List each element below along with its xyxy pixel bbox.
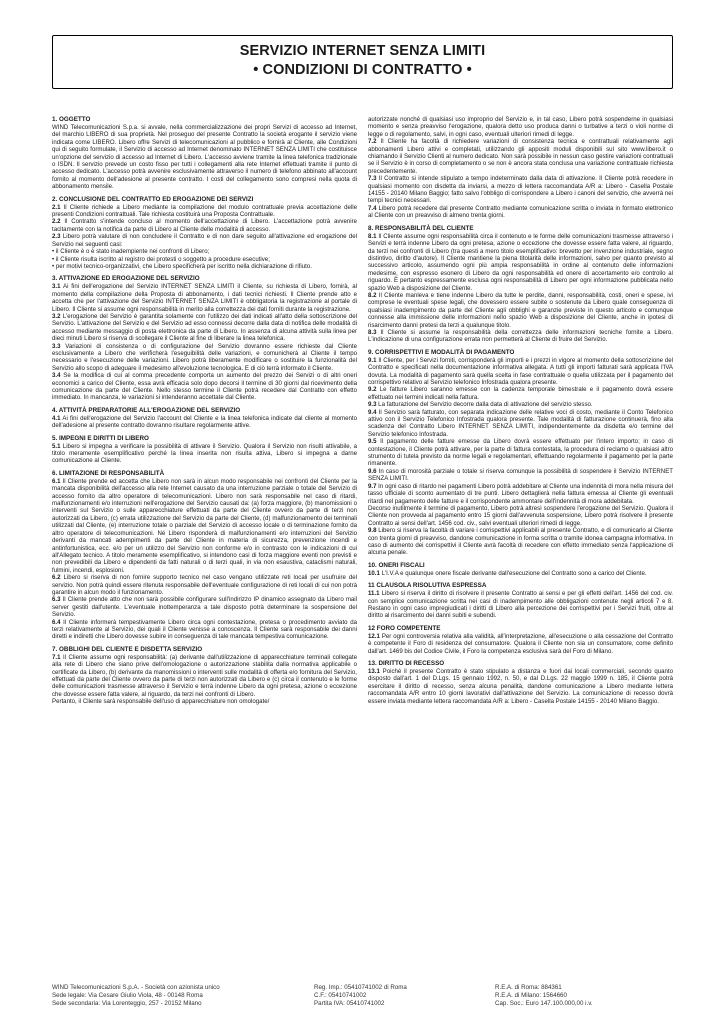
footer-company-line: Sede secondaria: Via Lorenteggio, 257 - 20152 Milano xyxy=(52,1000,202,1008)
document-title: SERVIZIO INTERNET SENZA LIMITI xyxy=(239,43,486,59)
footer-rea-line: R.E.A. di Milano: 1564660 xyxy=(495,992,567,1000)
contract-section xyxy=(52,470,357,641)
section-paragraph: 6.4 Il Cliente informerà tempestivamente Libero circa ogni contestazione, pretesa o procedimento avviato da terzi relativamente al Servizio, dei quali il Cliente venisse a conoscenza. Il Cliente sarà responsabile dei danni diretti e indiretti che Libero dovesse subire in conseguenza di tale mancata tempestiva comunicazione. xyxy=(52,618,357,641)
section-paragraph: 4.1 Ai fini dell'erogazione del Servizio l'account del Cliente e la linea telefonica indicate dal cliente al momento dell'adesione al presente contratto dovranno risultare regolarmente attive. xyxy=(52,414,357,430)
section-heading: 11 CLAUSOLA RISOLUTIVA ESPRESSA xyxy=(368,582,487,590)
section-paragraph: • il Cliente risulta iscritto al registro dei protesti o soggetto a procedure esecutive; xyxy=(52,255,270,263)
section-heading: 12 FORO COMPETENTE xyxy=(368,624,441,632)
footer-company-line: WIND Telecomunicazioni S.p.A. - Società con azionista unico xyxy=(52,984,220,991)
section-paragraph: 6.1 Il Cliente prende ed accetta che Libero non sarà in alcun modo responsabile nei confronti del Cliente per la mancata disponibilità dell'accesso alla rete Internet causato da una interruzione parziale o totale del Servizio di accesso fornito da altro operatore di telecomunicazioni. Libero non sarà responsabile nel caso di ritardi, malfunzionamenti e/o interruzioni nell'erogazione del Servizio causati da: (a) forza maggiore, (b) manomissioni o interventi sul Servizio o sulle apparecchiature effettuati da parte del Cliente ovvero da parte di terzi non autorizzati da Libero, (c) errata utilizzazione del Servizio da parte del Cliente, (d) malfunzionamento dei terminali utilizzati dal Cliente, (e) interruzione totale o parziale del Servizio di accesso locale o di terminazione fornito da altro operatore di telecomunicazioni. Né Libero risponderà di malfunzionamenti e/o interruzioni del Servizio derivanti da mancati adempimenti da parte del Cliente in materia di sicurezza, prevenzione incendi e antinfortunistica, ecc. e/o per un utilizzo del Servizio non conforme e/o in contrasto con le indicazioni di cui all'Allegato tecnico. A titolo meramente esemplificativo, si intendono casi di forza maggiore eventi non previsti e non prevedibili da Libero e dipendenti da fatti naturali o di terzi quali, in via non esaustiva, cataclismi naturali, fulmini, incendi, esplosioni. xyxy=(52,477,357,574)
section-paragraph: 9.4 Il Servizio sarà fatturato, con separata indicazione delle relative voci di costo, mediante il Conto Telefonico attivo con il Servizio Telefonico Infostrada qualora presente. Tale modalità di fatturazione continuerà, fino alla scadenza del Contratto Libero INTERNET SENZA LIMITI, indipendentemente da disdetta e/o termine del Servizio telefonico Infostrada. xyxy=(368,408,673,438)
contract-section xyxy=(368,116,673,220)
section-paragraph: 9.3 La fatturazione del Servizio decorre dalla data di attivazione del servizio stesso. xyxy=(368,401,593,409)
section-paragraph: 2.1 Il Cliente richiede a Libero mediante la compilazione del modulo contrattuale previa accettazione delle presenti Condizioni contrattuali. Tale richiesta costituirà una Proposta Contrattuale. xyxy=(52,203,357,219)
section-paragraph: 5.1 Libero si impegna a verificare la possibilità di attivare il Servizio. Qualora il Servizio non risulti attivabile, a titolo meramente esemplificativo perché la linea inserita non risulta attiva, Libero si impegna a darne comunicazione al Cliente. xyxy=(52,442,357,465)
section-paragraph: 7.1 Il Cliente assume ogni responsabilità: (a) derivante dall'utilizzazione di apparecchiature terminali collegate alla rete di Libero che siano prive dell'omologazione o autorizzazione stabilita dalla normativa applicabile o certificate da Libero, (b) derivante da manomissioni o interventi sulle modalità di offerta e/o fornitura del Servizio, effettuati da parte del Cliente ovvero da parte di terzi non autorizzati da Libero e (c) circa il contenuto e le forme delle comunicazioni trasmesse attraverso il Servizio e terrà indenne Libero da ogni pretesa, azione o eccezione che dovesse essere fatta valere, al riguardo, da terzi nei confronti di Libero. xyxy=(52,653,357,698)
footer xyxy=(52,984,673,1018)
section-paragraph: 6.3 Il Cliente prende atto che non sarà possibile configurare sull'indirizzo IP dinamico assegnato da Libero mail server gestiti dall'utente. L'eventuale inottemperanza a tale disposto potrà determinare la sospensione del Servizio. xyxy=(52,596,357,619)
section-paragraph: 11.1 Libero si riserva il diritto di risolvere il presente Contratto ai sensi e per gli effetti dell'art. 1456 del cod. civ. con semplice comunicazione scritta nei casi di inadempimento alle obbligazioni contenute negli articoli 7 e 8. Restano in ogni caso impregiudicati i diritti di Libero alla percezione dei corrispettivi per i Servizi fruiti, oltre al diritto al risarcimento dei danni subiti e subendi. xyxy=(368,590,673,620)
section-heading: 1. OGGETTO xyxy=(52,116,91,123)
section-paragraph: 8.2 Il Cliente manleva e tiene indenne Libero da tutte le perdite, danni, responsabilità, costi, oneri e spese, ivi comprese le eventuali spese legali, che dovessero essere subite o sostenute da Libero quale conseguenza di qualsiasi inadempimento da parte del Cliente agli obblighi e garanzie previste in questo articolo e comunque connesse alla immissione delle informazioni nello spazio Web a disposizione del Cliente, anche in ipotesi di risarcimento danni pretesi da terzi a qualunque titolo. xyxy=(368,291,673,329)
section-paragraph: 7.3 Il Contratto si intende stipulato a tempo indeterminato dalla data di attivazione. Il Cliente potrà recedere in qualsiasi momento con disdetta da inviarsi, a mezzo di lettera raccomandata A/R a: Libero - Casella Postale 14155 - 20140 Milano Baggio; fatto salvo l'obbligo di corrispondere a Libero i canoni del servizio, che avverrà nei tempi tecnici necessari. xyxy=(368,175,673,205)
section-heading: 10. ONERI FISCALI xyxy=(368,561,425,569)
footer-rea xyxy=(495,984,593,1009)
footer-company-line: Sede legale: Via Cesare Giulio Viola, 48 - 00148 Roma xyxy=(52,992,203,1000)
section-paragraph: 2.2 Il Contratto s'intende concluso al momento dell'accettazione di Libero. L'accettazione potrà avvenire tacitamente con la notifica da parte di Libero al Cliente delle modalità di accesso. xyxy=(52,218,357,233)
contract-section xyxy=(368,625,673,655)
section-paragraph: WIND Telecomunicazioni S.p.a. si avvale, nella commercializzazione dei propri Servizi di accesso ad Internet, del marchio LIBERO di sua proprietà. Nel proseguo del presente Contratto la società erogante il servizio viene indicata come LIBERO. Libero offre Servizi di telecomunicazioni al pubblico e fornirà al Cliente, alle Condizioni qui di seguito formulate, il Servizio di accesso ad Internet denominato INTERNET SENZA LIMITI che costituisce un'opzione del servizio di accesso ad Internet di Libero. L'accesso avviene tramite la linea telefonica tradizionale o ISDN. Il servizio prevede un costo fisso per tutti i collegamenti alla rete Internet effettuati tramite il punto di accesso dedicato. L'accesso potrà avvenire esclusivamente attraverso il numero di telefono abbinato all'account fornito al momento dell'adesione al presente contratto. I costi del collegamento sono compresi nella quota di abbonamento mensile. xyxy=(52,124,357,191)
section-heading: 4. ATTIVITÀ PREPARATORIE ALL'EROGAZIONE DEL SERVIZIO xyxy=(52,406,241,414)
document-title-box xyxy=(52,35,673,89)
contract-section xyxy=(52,407,357,430)
section-paragraph: 3.2 L'erogazione del Servizio è garantita solamente con l'utilizzo dei dati indicati all'atto della sottoscrizione del Servizio. L'attivazione del Servizio e del Servizio ad esso connessi decorre dalla data di notifica delle modalità di accesso mediante messaggio di posta elettronica da parte di Libero. In assenza di alcuna attività sulla linea per dieci minuti Libero si riserva di scollegare il Cliente al fine di liberare la linea telefonica. xyxy=(52,312,357,343)
footer-registry-line: Partita IVA: 05410741002 xyxy=(314,1000,385,1008)
contract-columns xyxy=(52,116,673,996)
contract-section xyxy=(368,225,673,344)
section-paragraph: 13.1 Poiché il presente Contratto è stato stipulato a distanza e fuori dai locali commerciali, secondo quanto disposto dall'art. 1 del D.Lgs. 15 gennaio 1992, n. 50, e dal D.Lgs. 22 maggio 1999 n. 185, il Cliente potrà esercitare il diritto di recesso, senza alcuna penalità, dandone comunicazione a Libero mediante lettera raccomandata A/R entro 10 giorni lavorativi dall'attivazione del Servizio. La comunicazione di recesso dovrà essere inviata mediante lettera raccomandata A/R a: Libero - Casella Postale 14155 - 20140 Milano Baggio. xyxy=(368,668,673,705)
section-paragraph: 7.2 Il Cliente ha facoltà di richiedere variazioni di consistenza tecnica e contrattuali relativamente agli abbonamenti Libero attivi e completati, utilizzando gli appositi moduli disponibili sul sito www.libero.it o chiamando il Servizio Clienti al numero dedicato. Non sarà possibile in nessun caso gestire variazioni contrattuali se il Servizio è in corso di completamento o se non è ancora stata conclusa una variazione contrattuale richiesta precedentemente. xyxy=(368,138,673,175)
document-subtitle: • CONDIZIONI DI CONTRATTO • xyxy=(253,62,472,78)
right-column xyxy=(368,116,673,996)
contract-section xyxy=(368,562,673,577)
section-paragraph: 9.8 Libero si riserva la facoltà di variare i corrispettivi applicabili al presente Contratto, e di comunicarlo al Cliente con trenta giorni di preavviso, dandone comunicazione in forma scritta o tramite idonea campagna informativa. In caso di aumento dei corrispettivi il Cliente avrà facoltà di recedere con effetto immediato senza l'applicazione di alcuna penale. xyxy=(368,527,673,557)
contract-section xyxy=(368,660,673,705)
section-paragraph: 8.1 Il Cliente assume ogni responsabilità circa il contenuto e le forme delle comunicazioni trasmesse attraverso i Servizi e terrà indenne Libero da ogni pretesa, azione o eccezione che dovesse essere fatta valere, al riguardo, da terzi nei confronti di Libero (tra questi a mero titolo esemplificativo: brevetto per invenzione industriale, segno distintivo, diritto d'autore). Il Cliente mantiene la piena titolarità delle informazioni, salvo per quanto previsto al successivo articolo, assumendo ogni più ampia responsabilità in ordine al contenuto delle informazioni medesime, con espresso esonero di Libero da ogni responsabilità ed onere di accertamento e/o controllo al riguardo. È pertanto espressamente esclusa ogni responsabilità di Libero per ogni informazione pubblicata nello spazio Web a disposizione del Cliente. xyxy=(368,232,673,292)
footer-company xyxy=(52,984,220,1009)
left-column xyxy=(52,116,357,996)
section-paragraph: 3.3 Variazioni di consistenza o di configurazione del Servizio dovranno essere richieste dal Cliente esclusivamente a Libero che verificherà l'eseguibilità delle variazioni, e comunicherà al Cliente il tempo necessario e l'esecuzione delle variazioni. Libero potrà liberamente modificare o sostituire la funzionalità del Servizio allo scopo di adeguare il medesimo all'evoluzione tecnologica. E di ciò terrà informato il Cliente. xyxy=(52,342,357,372)
section-paragraph: Decorso inutilmente il termine di pagamento, Libero potrà altresì sospendere l'erogazione del Servizio. Qualora il Cliente non provveda al pagamento entro 15 giorni dall'avvenuta sospensione, Libero potrà risolvere il presente Contratto ai sensi dell'art. 1456 cod. civ., salvi eventuali ulteriori rimedi di legge. xyxy=(368,504,673,527)
section-paragraph: 3.4 Se la modifica di cui al comma precedente comporta un aumento del prezzo dei Servizi o di altri oneri economici a carico del Cliente, essa avrà efficacia solo dopo decorsi il termine di 30 giorni dal ricevimento della comunicazione da parte del Cliente. Nello stesso termine il Cliente potrà recedere dal Contratto con effetto immediato. In mancanza, le variazioni si intenderanno accettate dal Cliente. xyxy=(52,372,357,402)
section-heading: 7. OBBLIGHI DEL CLIENTE E DISDETTA SERVIZIO xyxy=(52,645,203,653)
section-paragraph: 12.1 Per ogni controversia relativa alla validità, all'interpretazione, all'esecuzione o alla cessazione del Contratto è competente il Foro di residenza del consumatore. Qualora il Cliente non sia un consumatore, come definito dall'art. 1469 bis del Codice Civile, il Foro la competenza esclusiva sarà del Foro di Milano. xyxy=(368,632,673,655)
contract-section xyxy=(52,116,357,191)
section-paragraph: 9.1 Il Cliente, per i Servizi forniti, corrisponderà gli importi e i prezzi in vigore al momento della sottoscrizione del Contratto e specificati nella documentazione informativa allegata. A tutti gli importi fatturati sarà applicata l'IVA dovuta. La modalità di pagamento sarà quella scelta in fase contrattuale o quella utilizzata per il pagamento del corrispettivo relativo al Servizio telefonico Infostrada qualora presente. xyxy=(368,356,673,386)
section-paragraph: Pertanto, il Cliente sarà responsabile dell'uso di apparecchiature non omologate/ xyxy=(52,698,270,706)
footer-registry-line: C.F.: 05410741002 xyxy=(314,992,367,1000)
section-heading: 9. CORRISPETTIVI E MODALITÀ DI PAGAMENTO xyxy=(368,348,515,356)
footer-rea-line: Cap. Soc.: Euro 147.100.000,00 i.v. xyxy=(495,1000,593,1008)
section-heading: 5. IMPEGNI E DIRITTI DI LIBERO xyxy=(52,434,149,442)
contract-section xyxy=(368,582,673,620)
footer-registry xyxy=(314,984,407,1009)
section-heading: 6. LIMITAZIONE DI RESPONSABILITÀ xyxy=(52,469,165,477)
contract-section xyxy=(52,646,357,706)
footer-rea-line: R.E.A. di Roma: 884361 xyxy=(495,984,562,991)
section-heading: 2. CONCLUSIONE DEL CONTRATTO ED EROGAZIONE DEI SERVIZI xyxy=(52,195,254,203)
section-paragraph: 7.4 Libero potrà recedere dal presente Contratto mediante comunicazione scritta o inviata in formato elettronico al Cliente con un preavviso di almeno trenta giorni. xyxy=(368,204,673,220)
contract-section xyxy=(368,349,673,557)
section-heading: 13. DIRITTO DI RECESSO xyxy=(368,660,445,667)
contract-section xyxy=(52,435,357,465)
section-paragraph: 9.7 In ogni caso di ritardo nei pagamenti Libero potrà addebitare al Cliente una indennità di mora nella misura del tasso ufficiale di sconto aumentato di tre punti. Libero dettaglierà nella fattura emessa al Cliente gli eventuali ritardi nel pagamento delle fatture e il corrispondente ammontare dell'indennità di mora addebitata. xyxy=(368,482,673,505)
contract-section xyxy=(52,196,357,271)
section-paragraph: 2.3 Libero potrà valutare di non concludere il Contratto e di non dare seguito all'attivazione ed erogazione del Servizio nei seguenti casi: xyxy=(52,233,357,248)
contract-section xyxy=(52,275,357,402)
section-paragraph: 9.6 In caso di morosità parziale o totale si riserva comunque la possibilità di sospendere il Servizio INTERNET SENZA LIMITI. xyxy=(368,467,673,483)
section-paragraph: 6.2 Libero si riserva di non fornire supporto tecnico nel caso vengano utilizzate reti locali per usufruire del servizio. Non potrà quindi essere ritenuta responsabile dell'eventuale configurazione di reti locali di cui non potrà garantire in alcun modo il funzionamento. xyxy=(52,574,357,596)
section-paragraph: 9.5 Il pagamento delle fatture emesse da Libero dovrà essere effettuato per l'intero importo; in caso di contestazione, il Cliente potrà attivare, per la parte di fattura contestata, la procedura di reclamo o qualsiasi altro strumento di tutela previsto da norme legali e regolamentari, effettuando regolarmente il pagamento per la parte rimanente. xyxy=(368,438,673,468)
footer-registry-line: Reg. Imp.: 05410741002 di Roma xyxy=(314,984,407,991)
section-heading: 3. ATTIVAZIONE ED EROGAZIONE DEL SERVIZIO xyxy=(52,275,200,283)
section-heading: 8. RESPONSABILITÀ DEL CLIENTE xyxy=(368,224,474,232)
section-paragraph: 8.3 Il Cliente si assume la responsabilità della correttezza delle informazioni tecniche fornite a Libero. L'indicazione di una configurazione errata non permetterà al Cliente di fruire del Servizio. xyxy=(368,328,673,344)
section-paragraph: • per motivi tecnico-organizzativi, che Libero specificherà per iscritto nella dichiarazione di rifiuto. xyxy=(52,262,312,270)
section-paragraph: 10.1 L'I.V.A e qualunque onere fiscale derivante dall'esecuzione del Contratto sono a carico del Cliente. xyxy=(368,569,647,577)
section-paragraph: • il Cliente è o è stato inadempiente nei confronti di Libero; xyxy=(52,248,210,256)
section-paragraph: autorizzate nonché di qualsiasi uso improprio del Servizio e, in tal caso, Libero potrà sospenderne in qualsiasi momento e senza preavviso l'erogazione, qualora detto uso produca danni o turbative a terzi o violi norme di legge o di regolamento, salvi, in ogni caso, eventuali ulteriori rimedi di legge. xyxy=(368,116,673,138)
section-paragraph: 3.1 Ai fini dell'erogazione del Servizio INTERNET SENZA LIMITI il Cliente, su richiesta di Libero, fornirà, al momento della compilazione della Proposta di abbonamento, i dati tecnici richiesti. Il Cliente prende atto e accetta che per l'attivazione del Servizio INTERNET SENZA LIMITI è obbligatoria la registrazione al portale di Libero. Il Cliente si assume ogni responsabilità in merito alla correttezza dei dati forniti durante la registrazione. xyxy=(52,283,357,313)
section-paragraph: 9.2 Le fatture Libero saranno emesse con la cadenza temporale bimestrale e il pagamento dovrà essere effettuato nei termini indicati nella fattura. xyxy=(368,386,673,401)
